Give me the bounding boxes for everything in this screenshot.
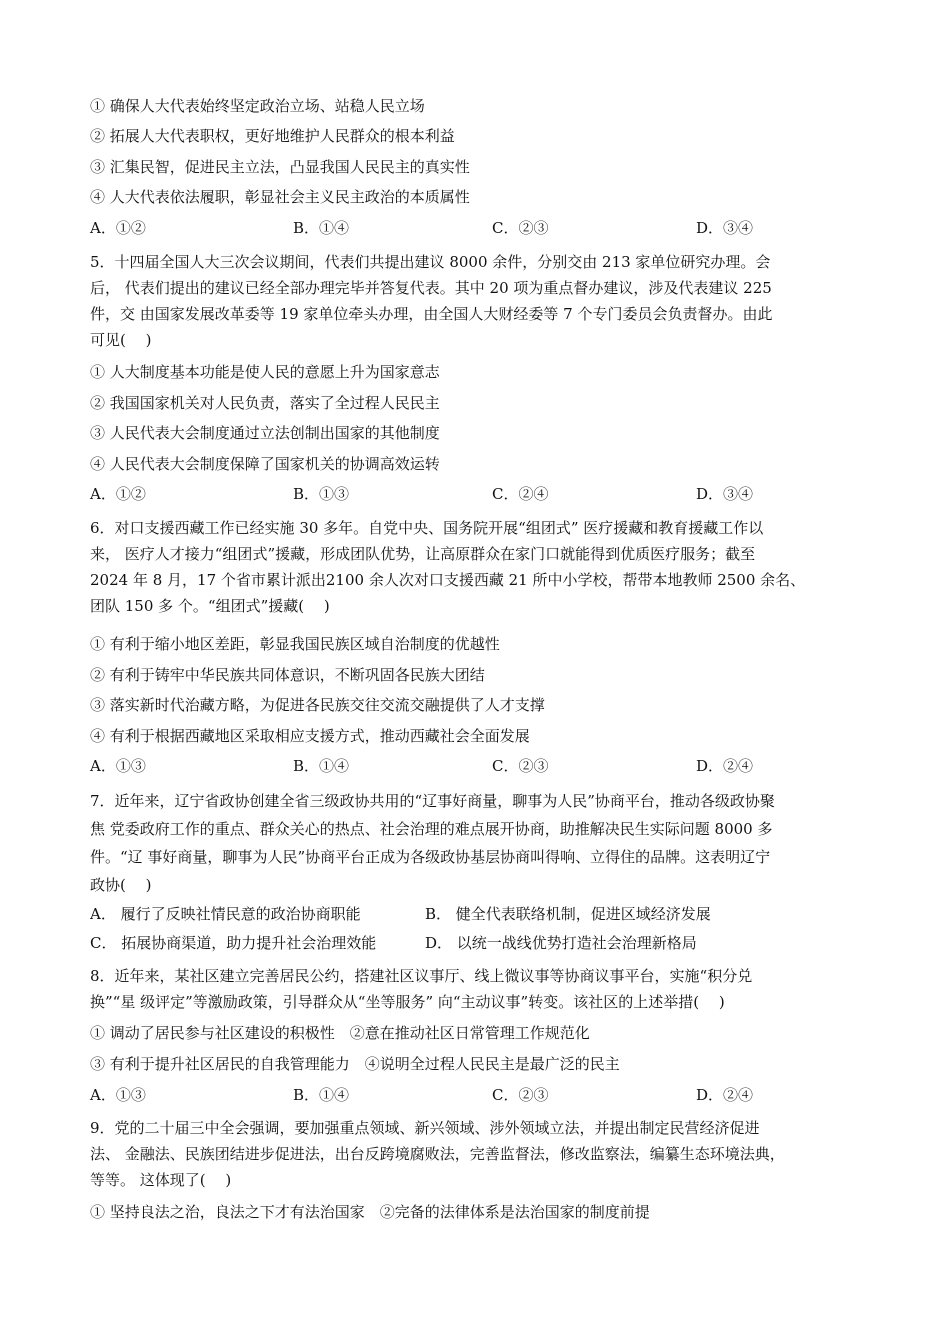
q6-item-3: ③ 落实新时代治藏方略，为促进各民族交往交流交融提供了人才支撑 [90, 696, 545, 714]
q4-option-d: D．③④ [696, 219, 754, 237]
q6-options [90, 756, 870, 776]
q7-options-row-2 [90, 933, 870, 953]
q4-option-c: C．②③ [492, 219, 549, 237]
q4-item-2: ② 拓展人大代表职权，更好地维护人民群众的根本利益 [90, 127, 455, 145]
q4-item-1: ① 确保人大代表始终坚定政治立场、站稳人民立场 [90, 97, 425, 115]
q5-item-4: ④ 人民代表大会制度保障了国家机关的协调高效运转 [90, 455, 440, 473]
q7-stem-line-2: 焦 党委政府工作的重点、群众关心的热点、社会治理的难点展开协商，助推解决民生实际问题 8000 多 [90, 820, 773, 838]
q6-option-b: B．①④ [293, 757, 350, 775]
q6-option-d: D．②④ [696, 757, 754, 775]
q4-options [90, 218, 870, 238]
q6-item-2: ② 有利于铸牢中华民族共同体意识，不断巩固各民族大团结 [90, 666, 485, 684]
q7-option-b: B． 健全代表联络机制，促进区域经济发展 [425, 905, 711, 923]
q9-item-row-1: ① 坚持良法之治，良法之下才有法治国家 ②完备的法律体系是法治国家的制度前提 [90, 1203, 650, 1221]
q8-item-row-2: ③ 有利于提升社区居民的自我管理能力 ④说明全过程人民民主是最广泛的民主 [90, 1055, 620, 1073]
q9-stem-line-2: 法、 金融法、民族团结进步促进法，出台反跨境腐败法，完善监督法，修改监察法，编纂生态环境法典， [90, 1145, 785, 1163]
q6-stem-line-1: 6．对口支援西藏工作已经实施 30 多年。自党中央、国务院开展“组团式” 医疗援藏和教育援藏工作以 [90, 519, 764, 537]
q4-option-b: B．①④ [293, 219, 350, 237]
q7-stem-line-3: 件。“辽 事好商量，聊事为人民”协商平台正成为各级政协基层协商叫得响、立得住的品牌。这表明辽宁 [90, 848, 771, 866]
q5-options [90, 484, 870, 504]
q6-item-4: ④ 有利于根据西藏地区采取相应支援方式，推动西藏社会全面发展 [90, 727, 530, 745]
q4-item-4: ④ 人大代表依法履职，彰显社会主义民主政治的本质属性 [90, 188, 470, 206]
q6-item-1: ① 有利于缩小地区差距，彰显我国民族区域自治制度的优越性 [90, 635, 500, 653]
q5-item-2: ② 我国国家机关对人民负责，落实了全过程人民民主 [90, 394, 440, 412]
q4-item-3: ③ 汇集民智，促进民主立法，凸显我国人民民主的真实性 [90, 158, 470, 176]
q5-stem-line-3: 件，交 由国家发展改革委等 19 家单位牵头办理，由全国人大财经委等 7 个专门委员会负责督办。由此 [90, 305, 773, 323]
q7-option-d: D． 以统一战线优势打造社会治理新格局 [425, 934, 697, 952]
q4-option-a: A．①② [90, 219, 146, 237]
q5-option-c: C．②④ [492, 485, 549, 503]
q7-option-a: A． 履行了反映社情民意的政治协商职能 [90, 905, 361, 923]
q5-option-b: B．①③ [293, 485, 350, 503]
q9-stem-line-1: 9．党的二十届三中全会强调，要加强重点领域、新兴领域、涉外领域立法，并提出制定民营经济促进 [90, 1119, 760, 1137]
q5-item-3: ③ 人民代表大会制度通过立法创制出国家的其他制度 [90, 424, 440, 442]
q7-option-c: C． 拓展协商渠道，助力提升社会治理效能 [90, 934, 377, 952]
q7-options-row-1 [90, 904, 870, 924]
q7-stem-line-4: 政协( ) [90, 876, 152, 894]
q9-stem-line-3: 等等。 这体现了( ) [90, 1171, 232, 1189]
q6-stem-line-4: 团队 150 多 个。“组团式”援藏( ) [90, 597, 330, 615]
q5-item-1: ① 人大制度基本功能是使人民的意愿上升为国家意志 [90, 363, 440, 381]
q8-stem-line-1: 8．近年来，某社区建立完善居民公约，搭建社区议事厅、线上微议事等协商议事平台，实施“积分兑 [90, 967, 753, 985]
q6-option-a: A．①③ [90, 757, 146, 775]
q8-options [90, 1085, 870, 1105]
q8-option-b: B．①④ [293, 1086, 350, 1104]
q7-stem-line-1: 7．近年来，辽宁省政协创建全省三级政协共用的“辽事好商量，聊事为人民”协商平台，推动各级政协聚 [90, 792, 775, 810]
q8-item-row-1: ① 调动了居民参与社区建设的积极性 ②意在推动社区日常管理工作规范化 [90, 1024, 590, 1042]
q8-option-a: A．①③ [90, 1086, 146, 1104]
q5-stem-line-2: 后， 代表们提出的建议已经全部办理完毕并答复代表。其中 20 项为重点督办建议，涉及代表建议 225 [90, 279, 772, 297]
q5-stem-line-1: 5．十四届全国人大三次会议期间，代表们共提出建议 8000 余件，分别交由 213 家单位研究办理。会 [90, 253, 771, 271]
q8-option-d: D．②④ [696, 1086, 754, 1104]
q6-stem-line-3: 2024 年 8 月，17 个省市累计派出2100 余人次对口支援西藏 21 所中小学校，帮带本地教师 2500 余名、 [90, 571, 806, 589]
q8-option-c: C．②③ [492, 1086, 549, 1104]
q5-option-d: D．③④ [696, 485, 754, 503]
q5-option-a: A．①② [90, 485, 146, 503]
q6-option-c: C．②③ [492, 757, 549, 775]
q8-stem-line-2: 换”“星 级评定”等激励政策，引导群众从“坐等服务” 向“主动议事”转变。该社区的上述举措( ) [90, 993, 725, 1011]
q6-stem-line-2: 来， 医疗人才接力“组团式”援藏，形成团队优势，让高原群众在家门口就能得到优质医疗服务；截至 [90, 545, 756, 563]
q5-stem-line-4: 可见( ) [90, 331, 152, 349]
